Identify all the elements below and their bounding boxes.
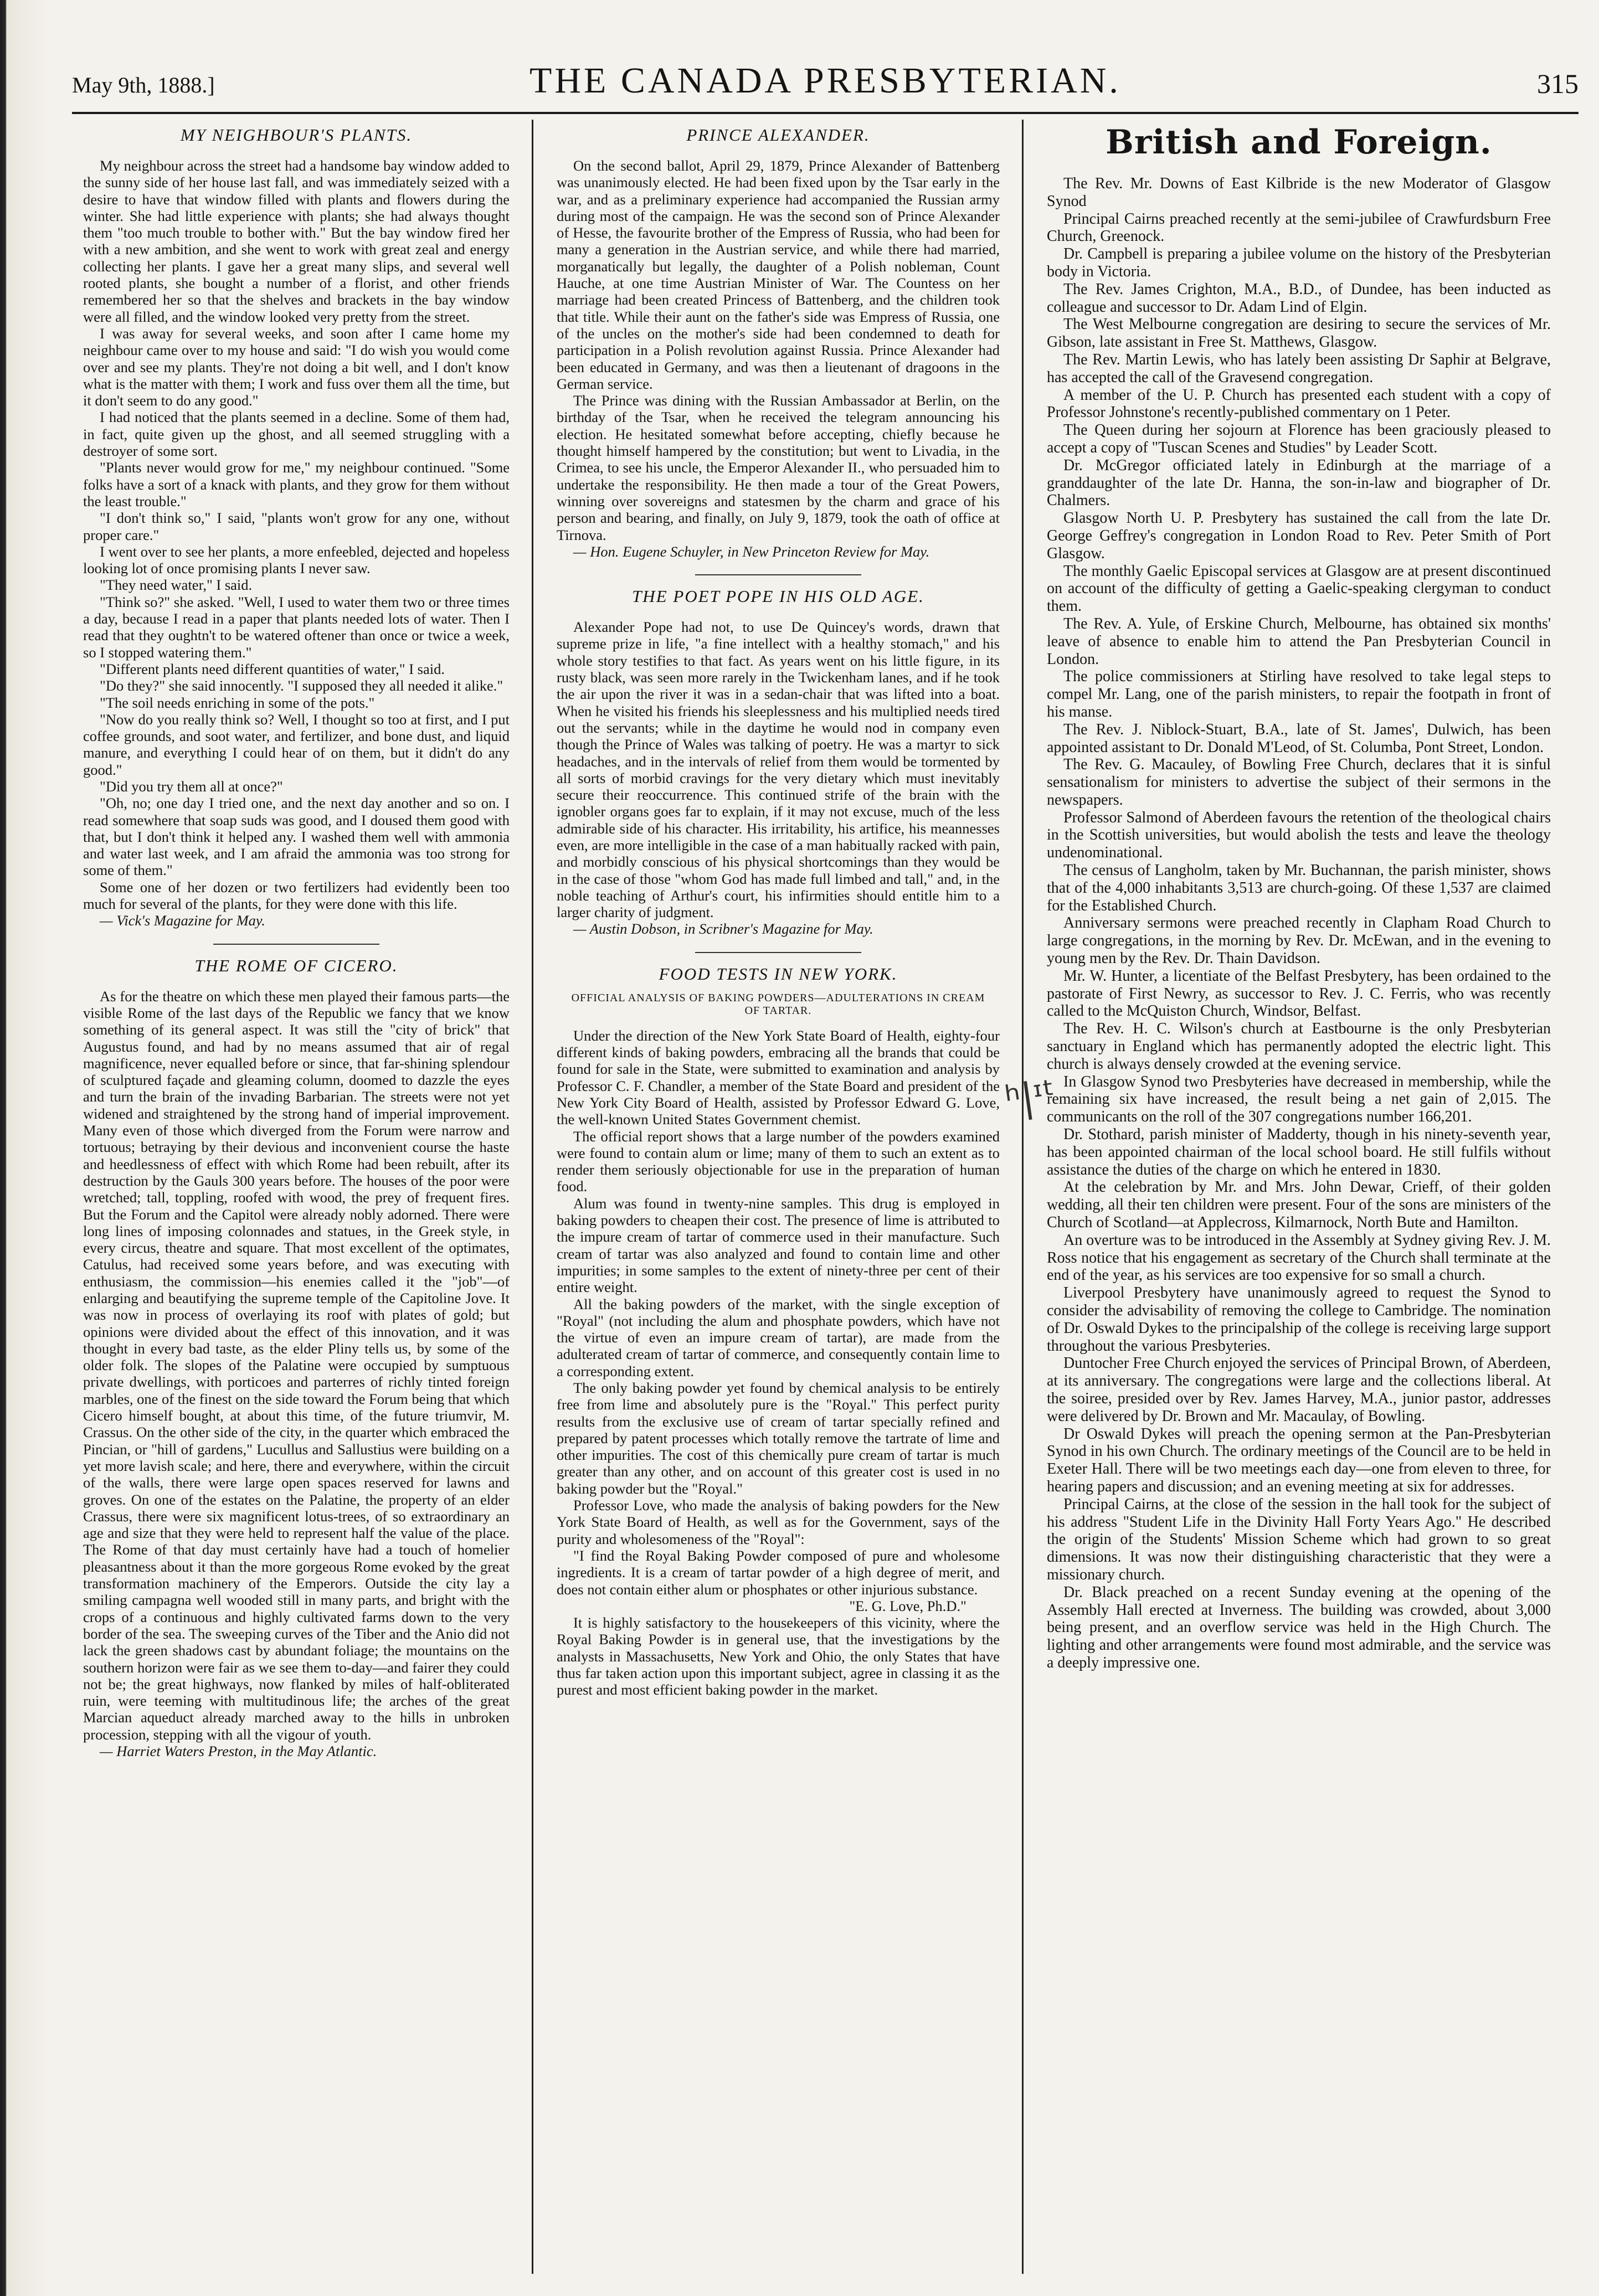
news-item: At the celebration by Mr. and Mrs. John Dewar, Crieff, of their golden wedding, all their ten children were present. Four of the sons are ministers of the Church of Scotland—at Applecross, Kilmarnock, North Bute and Hamilton. xyxy=(1047,1178,1551,1232)
article-title: MY NEIGHBOUR'S PLANTS. xyxy=(180,125,413,145)
paragraph: Alum was found in twenty-nine samples. This drug is employed in baking powders to cheapen their cost. The presence of lime is attributed to the impure cream of tartar of commerce used in their manufacture. Such cream of tartar was also analyzed and found to contain lime and other impurities; in some samples to the extent of ninety-three per cent of their entire weight. xyxy=(557,1195,1000,1296)
article-body xyxy=(83,157,510,929)
article-source: — Harriet Waters Preston, in the May Atlantic. xyxy=(100,1743,377,1760)
paragraph: The only baking powder yet found by chemical analysis to be entirely free from lime and absolutely pure is the "Royal." This perfect purity results from the exclusive use of cream of tartar specially refined and prepared by patent processes which totally remove the tartrate of lime and other impurities. The cost of this chemically pure cream of tartar is much greater than any other, and on account of this greater cost is used in no baking powder but the "Royal." xyxy=(557,1379,1000,1497)
news-item: Glasgow North U. P. Presbytery has sustained the call from the late Dr. George Geffrey's congregation in London Road to Rev. Peter Smith of Port Glasgow. xyxy=(1047,509,1551,562)
paragraph: "Oh, no; one day I tried one, and the next day another and so on. I read somewhere that soap suds was good, and I doused them good with that, but I don't think it helped any. I washed them well with ammonia and water last week, and I am afraid the ammonia was too strong for some of them." xyxy=(83,795,510,879)
news-items xyxy=(1047,175,1551,1672)
news-item: Mr. W. Hunter, a licentiate of the Belfast Presbytery, has been ordained to the pastorate of First Newry, as successor to Rev. J. C. Ferris, who was recently called to the McQuiston Church, Windsor, Belfast. xyxy=(1047,967,1551,1020)
column-right xyxy=(1047,120,1551,2279)
article-body xyxy=(83,988,510,1760)
article-body xyxy=(557,1027,1000,1698)
paragraph: "Plants never would grow for me," my neighbour continued. "Some folks have a sort of a knack with plants, and they grow for them without the least trouble." xyxy=(83,459,510,509)
paragraph: "Now do you really think so? Well, I thought so too at first, and I put coffee grounds, and soot water, and fertilizer, and bone dust, and liquid manure, and everything I could hear of on them, but it didn't do any good." xyxy=(83,711,510,778)
column-rule-left xyxy=(532,120,533,2274)
news-item: Professor Salmond of Aberdeen favours the retention of the theological chairs in the Scottish universities, but would abolish the tests and leave the theology undenominational. xyxy=(1047,809,1551,862)
issue-date: May 9th, 1888.] xyxy=(72,73,215,97)
paragraph: My neighbour across the street had a handsome bay window added to the sunny side of her house last fall, and was immediately seized with a desire to have that window filled with plants and flowers during the winter. She had little experience with plants; she had always thought them "too much trouble to bother with." But the bay window fired her with a new ambition, and she went to work with great zeal and energy collecting her plants. I gave her a great many slips, and several well rooted plants, she bought a number of a florist, and other friends remembered her so that the shelves and brackets in the bay window were all filled, and the window looked very pretty from the street. xyxy=(83,157,510,325)
article-source: — Austin Dobson, in Scribner's Magazine for May. xyxy=(573,920,873,938)
article-divider xyxy=(695,952,861,953)
news-item: Anniversary sermons were preached recently in Clapham Road Church to large congregations, in the morning by Rev. Dr. McEwan, and in the evening to young men by the Rev. Dr. Thain Davidson. xyxy=(1047,914,1551,967)
paragraph: I was away for several weeks, and soon after I came home my neighbour came over to my house and said: "I do wish you would come over and see my plants. They're not doing a bit well, and I don't know what is the matter with them; I work and fuss over them all the time, but it don't seem to do any good." xyxy=(83,325,510,409)
news-item: Principal Cairns, at the close of the session in the hall took for the subject of his address "Student Life in the Divinity Hall Forty Years Ago." He described the origin of the Students' Mission Scheme which had grown to so great dimensions. It was now their distinguishing characteristic that they were a missionary church. xyxy=(1047,1495,1551,1583)
news-item: The census of Langholm, taken by Mr. Buchannan, the parish minister, shows that of the 4,000 inhabitants 3,513 are church-going. Of these 1,537 are claimed for the Established Church. xyxy=(1047,862,1551,914)
news-item: A member of the U. P. Church has presented each student with a copy of Professor Johnstone's recently-published commentary on 1 Peter. xyxy=(1047,386,1551,421)
paragraph: Alexander Pope had not, to use De Quincey's words, drawn that supreme prize in life, "a fine intellect with a healthy stomach," and his whole story testifies to that fact. As years went on his little figure, in its rusty black, was seen more rarely in the Twickenham lanes, and if he took the air upon the river it was in a sedan-chair that was lifted into a boat. When he visited his friends his sleeplessness and his multiplied needs tired out the servants; while in the daytime he would nod in company even though the Prince of Wales was talking of poetry. He was a martyr to sick headaches, and in the intervals of relief from them would be tormented by all sorts of morbid cravings for the very dietary which must inevitably secure their reoccurrence. This continued strife of the brain with the ignobler organs goes far to explain, if it may not excuse, much of the less admirable side of his character. His irritability, his artifice, his meannesses even, are more intelligible in the case of a man habitually racked with pain, and morbidly conscious of his physical shortcomings than they would be in the case of those "whom God has made full limbed and tall," and, in the noble teaching of Arthur's court, his infirmities should entitle him to a larger charity of judgment. xyxy=(557,619,1000,921)
paragraph: "Did you try them all at once?" xyxy=(100,778,283,795)
news-item: Liverpool Presbytery have unanimously agreed to request the Synod to consider the advisability of removing the college to Cambridge. The nomination of Dr. Oswald Dykes to the principalship of the college is receiving large support throughout the various Presbyteries. xyxy=(1047,1284,1551,1355)
news-item: The Rev. H. C. Wilson's church at Eastbourne is the only Presbyterian sanctuary in England which has permanently adopted the electric light. This church is always densely crowded at the evening service. xyxy=(1047,1020,1551,1073)
scan-binding-edge xyxy=(0,0,50,2296)
article-subtitle: OFFICIAL ANALYSIS OF BAKING POWDERS—ADULTERATIONS IN CREAM OF TARTAR. xyxy=(571,991,985,1017)
news-item: The Rev. Martin Lewis, who has lately been assisting Dr Saphir at Belgrave, has accepted the call of the Gravesend congregation. xyxy=(1047,351,1551,386)
paragraph: I had noticed that the plants seemed in a decline. Some of them had, in fact, quite given up the ghost, and all seemed struggling with a destroyer of some sort. xyxy=(83,409,510,460)
news-item: Principal Cairns preached recently at the semi-jubilee of Crawfurdsburn Free Church, Greenock. xyxy=(1047,210,1551,245)
news-item: Dr. Stothard, parish minister of Madderty, though in his ninety-seventh year, has been appointed chairman of the local school board. He still fulfils without assistance the duties of the charge on which he entered in 1830. xyxy=(1047,1126,1551,1178)
article-title: THE ROME OF CICERO. xyxy=(194,955,398,975)
article-title: PRINCE ALEXANDER. xyxy=(686,125,870,145)
article-divider xyxy=(695,574,861,575)
news-item: Duntocher Free Church enjoyed the services of Principal Brown, of Aberdeen, at its anniversary. The congregations were large and the collections liberal. At the soiree, presided over by Rev. James Harvey, M.A., junior pastor, addresses were delivered by Dr. Brown and Mr. Macaulay, of Bowling. xyxy=(1047,1355,1551,1425)
news-item: The Rev. G. Macauley, of Bowling Free Church, declares that it is sinful sensationalism for ministers to advertise the subject of their sermons in the newspapers. xyxy=(1047,756,1551,809)
news-item: Dr Oswald Dykes will preach the opening sermon at the Pan-Presbyterian Synod in his own Church. The ordinary meetings of the Council are to be held in Exeter Hall. There will be two meetings each day—one from eleven to three, for hearing papers and discussion; and an evening meeting at six for addresses. xyxy=(1047,1425,1551,1495)
paragraph: Some one of her dozen or two fertilizers had evidently been too much for several of the plants, for they were done with this life. xyxy=(83,878,510,913)
news-item: In Glasgow Synod two Presbyteries have decreased in membership, while the remaining six have increased, the result being a net gain of 2,015. The communicants on the roll of the 307 congregations number 166,201. xyxy=(1047,1073,1551,1126)
news-item: The police commissioners at Stirling have resolved to take legal steps to compel Mr. Lang, one of the parish ministers, to repair the footpath in front of his manse. xyxy=(1047,668,1551,720)
news-item: Dr. Black preached on a recent Sunday evening at the opening of the Assembly Hall erected at Inverness. The building was crowded, about 3,000 being present, and an overflow service was held in the High Church. The lighting and other arrangements were found most admirable, and the service was a deeply impressive one. xyxy=(1047,1583,1551,1671)
paragraph: "I find the Royal Baking Powder composed of pure and wholesome ingredients. It is a cream of tartar powder of a high degree of merit, and does not contain either alum or phosphates or other injurious substance. xyxy=(557,1547,1000,1598)
paragraph: "Different plants need different quantities of water," I said. xyxy=(100,660,445,677)
paragraph: It is highly satisfactory to the housekeepers of this vicinity, where the Royal Baking Powder is in general use, that the investigations by the analysts in Massachusetts, New York and Ohio, the only States that have thus far taken action upon this important subject, agree in classing it as the purest and most efficient baking powder in the market. xyxy=(557,1614,1000,1698)
paragraph: I went over to see her plants, a more enfeebled, dejected and hopeless looking lot of once promising plants I never saw. xyxy=(83,543,510,577)
header-rule xyxy=(72,112,1579,114)
column-left xyxy=(83,120,510,2279)
paragraph: As for the theatre on which these men played their famous parts—the visible Rome of the last days of the Republic we fancy that we know something of its general aspect. It was still the "city of brick" that Augustus found, and had by no means assumed that air of regal magnificence, never equalled before or since, that far-shining splendour of sculptured façade and gleaming column, doomed to dazzle the eyes and turn the brain of the invading Barbarian. The streets were not yet widened and straightened by the strong hand of imperial improvement. Many even of those which diverged from the Forum were narrow and tortuous; betraying by their devious and inconvenient course the haste and heedlessness of effect with which Rome had been rebuilt, after its destruction by the Gauls 300 years before. The houses of the poor were wretched; tall, toppling, roofed with wood, the prey of frequent fires. But the Forum and the Capitol were already nobly adorned. There were long lines of imposing colonnades and statues, in the Greek style, in every circus, theatre and square. That most excellent of the optimates, Catulus, had received some years before, and was executing with enthusiasm, the commission—his enemies called it the "job"—of enlarging and beautifying the supreme temple of the Capitoline Jove. It was now in process of overlaying its roof with plates of gold; but opinions were divided about the effect of this innovation, and it was thought in every bad taste, as the elder Pliny tells us, by some of the older folk. The slopes of the Palatine were occupied by sumptuous private dwellings, with porticoes and parterres of richly tinted foreign marbles, one of the finest on the side toward the Forum being that which Cicero himself bought, at about this time, of the future triumvir, M. Crassus. On the other side of the city, in the quarter which embraced the Pincian, or "hill of gardens," Lucullus and Sallustius were building on a yet more lavish scale; and here, there and everywhere, within the circuit of the walls, there were large open spaces reserved for lawns and groves. On one of the estates on the Palatine, the property of an elder Crassus, there were six magnificent lotus-trees, of so extraordinary an age and size that they were held to represent half the value of the place. The Rome of that day must certainly have had a touch of homelier pleasantness about it than the more gorgeous Rome evoked by the great transformation machinery of the Emperors. Outside the city lay a smiling campagna well wooded still in many parts, and bright with the crops of a continuous and highly cultivated farms down to the very border of the sea. The sweeping curves of the Tiber and the Anio did not lack the green shadows cast by abundant foliage; the mountains on the southern horizon were fair as we see them to-day—and fairer they could not be; the great highways, now flanked by miles of half-obliterated ruin, were teeming with multitudinous life; the arches of the great Marcian aqueduct already marched away to the hills in unbroken procession, stepping with all the vigour of youth. xyxy=(83,987,510,1743)
paragraph: "They need water," I said. xyxy=(100,576,253,594)
article-title: THE POET POPE IN HIS OLD AGE. xyxy=(632,586,924,606)
news-item: An overture was to be introduced in the Assembly at Sydney giving Rev. J. M. Ross notice that his engagement as secretary of the Church shall terminate at the end of the year, as his services are too expensive for so small a church. xyxy=(1047,1231,1551,1284)
paragraph: The Prince was dining with the Russian Ambassador at Berlin, on the birthday of the Tsar, when he received the telegram announcing his election. He hesitated somewhat before accepting, chiefly because he thought himself hampered by the constitution; but went to Livadia, in the Crimea, to see his uncle, the Emperor Alexander II., who persuaded him to undertake the responsibility. He then made a tour of the Great Powers, winning over sovereigns and statesmen by the charm and grace of his person and bearing, and finally, on July 9, 1879, took the oath of office at Tirnova. xyxy=(557,392,1000,543)
paragraph: "Think so?" she asked. "Well, I used to water them two or three times a day, because I read in a paper that plants needed lots of water. Then I read that they oughtn't to be watered oftener than once or twice a week, so I stopped watering them." xyxy=(83,593,510,661)
paragraph: All the baking powders of the market, with the single exception of "Royal" (not including the alum and phosphate powders, which have not the virtue of even an impure cream of tartar), are made from the adulterated cream of tartar of commerce, and consequently contain lime to a corresponding extent. xyxy=(557,1295,1000,1379)
paragraph: "I don't think so," I said, "plants won't grow for any one, without proper care." xyxy=(83,509,510,543)
handwritten-mark: ʰ|ᶦᵗ xyxy=(1002,1071,1059,1123)
news-item: The West Melbourne congregation are desiring to secure the services of Mr. Gibson, late assistant in Free St. Matthews, Glasgow. xyxy=(1047,316,1551,351)
paragraph: The official report shows that a large number of the powders examined were found to contain alum or lime; many of them to such an extent as to render them seriously objectionable for use in the preparation of human food. xyxy=(557,1128,1000,1195)
article-source: — Hon. Eugene Schuyler, in New Princeton Review for May. xyxy=(573,543,930,560)
news-item: Dr. Campbell is preparing a jubilee volume on the history of the Presbyterian body in Victoria. xyxy=(1047,245,1551,280)
page-number: 315 xyxy=(1537,68,1579,99)
paragraph: "The soil needs enriching in some of the pots." xyxy=(100,694,375,711)
article-body xyxy=(557,619,1000,938)
newspaper-title: THE CANADA PRESBYTERIAN. xyxy=(529,60,1121,101)
signature: "E. G. Love, Ph.D." xyxy=(849,1597,966,1614)
section-title: British and Foreign. xyxy=(1106,123,1492,162)
news-item: The Rev. A. Yule, of Erskine Church, Melbourne, has obtained six months' leave of absence to enable him to attend the Pan Presbyterian Council in London. xyxy=(1047,615,1551,668)
news-item: The Rev. Mr. Downs of East Kilbride is the new Moderator of Glasgow Synod xyxy=(1047,175,1551,210)
paragraph: On the second ballot, April 29, 1879, Prince Alexander of Battenberg was unanimously elected. He had been fixed upon by the Tsar early in the war, and as a preliminary experience had accompanied the Russian army during most of the campaign. He was the second son of Prince Alexander of Hesse, the favourite brother of the Empress of Russia, who had been for many a generation in the Austrian service, and while there had married, morganatically but legally, the daughter of a Polish nobleman, Count Hauche, at one time Austrian Minister of War. The Countess on her marriage had been created Princess of Battenberg, and the children took that title. While their aunt on the father's side was Empress of Russia, one of the uncles on the mother's side had been condemned to death for participation in a Polish revolution against Russia. Prince Alexander had been educated in Germany, and was then a lieutenant of dragoons in the German service. xyxy=(557,157,1000,392)
column-middle xyxy=(557,120,1000,2279)
news-item: The Rev. J. Niblock-Stuart, B.A., late of St. James', Dulwich, has been appointed assistant to Dr. Donald M'Leod, of St. Columba, Pont Street, London. xyxy=(1047,720,1551,756)
news-item: The Queen during her sojourn at Florence has been graciously pleased to accept a copy of "Tuscan Scenes and Studies" by Leader Scott. xyxy=(1047,421,1551,456)
article-source: — Vick's Magazine for May. xyxy=(100,912,265,929)
column-rule-right xyxy=(1022,120,1024,2274)
news-item: The Rev. James Crighton, M.A., B.D., of Dundee, has been inducted as colleague and successor to Dr. Adam Lind of Elgin. xyxy=(1047,280,1551,316)
news-item: The monthly Gaelic Episcopal services at Glasgow are at present discontinued on account of the difficulty of getting a Gaelic-speaking clergyman to conduct them. xyxy=(1047,562,1551,615)
article-divider xyxy=(213,944,379,945)
article-title: FOOD TESTS IN NEW YORK. xyxy=(659,964,898,984)
paragraph: Under the direction of the New York State Board of Health, eighty-four different kinds of baking powders, embracing all the brands that could be found for sale in the State, were submitted to examination and analysis by Professor C. F. Chandler, a member of the State Board and president of the New York City Board of Health, assisted by Professor Edward G. Love, the well-known United States Government chemist. xyxy=(557,1027,1000,1128)
paragraph: "Do they?" she said innocently. "I supposed they all needed it alike." xyxy=(100,677,503,694)
news-item: Dr. McGregor officiated lately in Edinburgh at the marriage of a granddaughter of the late Dr. Hanna, the son-in-law and biographer of Dr. Chalmers. xyxy=(1047,456,1551,509)
article-body xyxy=(557,157,1000,560)
masthead xyxy=(72,55,1579,105)
paragraph: Professor Love, who made the analysis of baking powders for the New York State Board of Health, as well as for the Government, says of the purity and wholesomeness of the "Royal": xyxy=(557,1497,1000,1547)
